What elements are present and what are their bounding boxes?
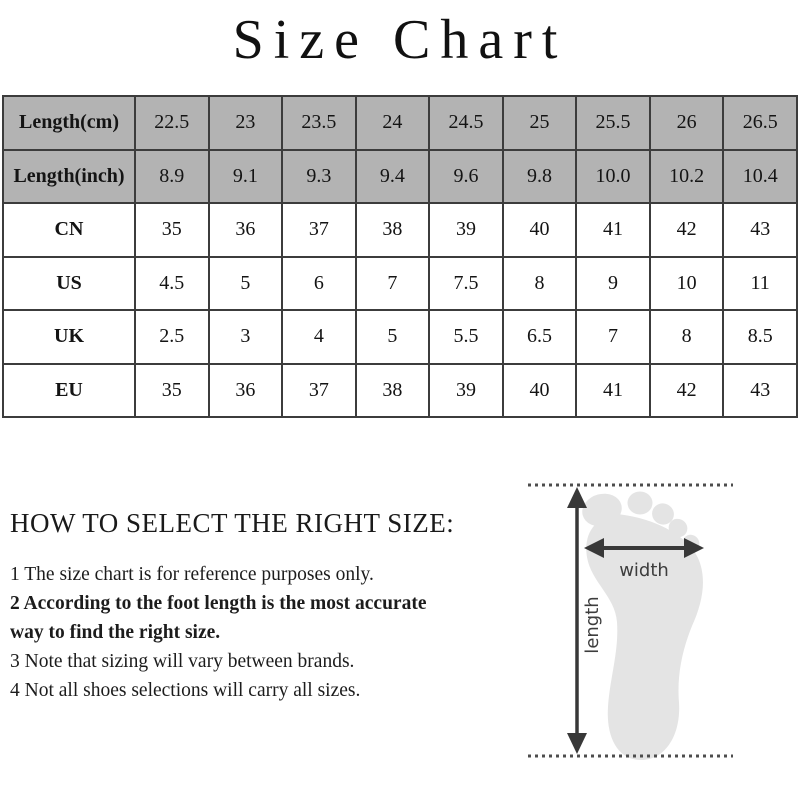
instructions-heading: HOW TO SELECT THE RIGHT SIZE: bbox=[10, 508, 455, 538]
size-cell: 6 bbox=[282, 257, 356, 311]
length-label: length bbox=[582, 596, 603, 654]
instructions-list bbox=[10, 560, 430, 705]
size-cell: 43 bbox=[723, 364, 797, 418]
size-cell: 35 bbox=[135, 203, 209, 257]
size-cell: 37 bbox=[282, 364, 356, 418]
instruction-item: 2 According to the foot length is the most accurate way to find the right size. bbox=[10, 593, 427, 643]
page-title: Size Chart bbox=[232, 9, 568, 71]
table-row bbox=[3, 96, 797, 150]
size-cell: 37 bbox=[282, 203, 356, 257]
size-cell: 10.2 bbox=[650, 150, 724, 204]
size-cell: 9.6 bbox=[429, 150, 503, 204]
size-cell: 11 bbox=[723, 257, 797, 311]
size-cell: 38 bbox=[356, 203, 430, 257]
size-cell: 5 bbox=[209, 257, 283, 311]
table-row bbox=[3, 310, 797, 364]
size-cell: 40 bbox=[503, 203, 577, 257]
size-cell: 40 bbox=[503, 364, 577, 418]
size-cell: 7 bbox=[356, 257, 430, 311]
size-cell: 42 bbox=[650, 203, 724, 257]
row-label: CN bbox=[3, 203, 135, 257]
table-row bbox=[3, 203, 797, 257]
size-cell: 39 bbox=[429, 203, 503, 257]
instruction-item: 4 Not all shoes selections will carry all sizes. bbox=[10, 680, 361, 701]
size-cell: 9.4 bbox=[356, 150, 430, 204]
size-cell: 23 bbox=[209, 96, 283, 150]
size-cell: 23.5 bbox=[282, 96, 356, 150]
size-cell: 38 bbox=[356, 364, 430, 418]
size-cell: 35 bbox=[135, 364, 209, 418]
size-cell: 9 bbox=[576, 257, 650, 311]
size-cell: 2.5 bbox=[135, 310, 209, 364]
size-cell: 9.8 bbox=[503, 150, 577, 204]
row-label: UK bbox=[3, 310, 135, 364]
instruction-item: 1 The size chart is for reference purposes only. bbox=[10, 564, 374, 585]
size-cell: 43 bbox=[723, 203, 797, 257]
instructions-section bbox=[10, 508, 490, 705]
table-row bbox=[3, 150, 797, 204]
size-cell: 10.0 bbox=[576, 150, 650, 204]
size-cell: 42 bbox=[650, 364, 724, 418]
size-cell: 24 bbox=[356, 96, 430, 150]
size-cell: 8.9 bbox=[135, 150, 209, 204]
size-cell: 10.4 bbox=[723, 150, 797, 204]
size-table-body bbox=[3, 96, 797, 417]
size-cell: 26.5 bbox=[723, 96, 797, 150]
instruction-item: 3 Note that sizing will vary between brands. bbox=[10, 651, 355, 672]
size-cell: 4.5 bbox=[135, 257, 209, 311]
size-cell: 41 bbox=[576, 203, 650, 257]
size-cell: 8 bbox=[503, 257, 577, 311]
size-cell: 4 bbox=[282, 310, 356, 364]
size-cell: 36 bbox=[209, 203, 283, 257]
size-cell: 8.5 bbox=[723, 310, 797, 364]
table-row bbox=[3, 364, 797, 418]
size-cell: 25 bbox=[503, 96, 577, 150]
size-cell: 5 bbox=[356, 310, 430, 364]
size-cell: 6.5 bbox=[503, 310, 577, 364]
row-label: Length(cm) bbox=[3, 96, 135, 150]
size-cell: 7 bbox=[576, 310, 650, 364]
size-cell: 36 bbox=[209, 364, 283, 418]
size-conversion-table bbox=[2, 95, 798, 418]
size-cell: 3 bbox=[209, 310, 283, 364]
size-cell: 9.1 bbox=[209, 150, 283, 204]
size-cell: 8 bbox=[650, 310, 724, 364]
size-cell: 26 bbox=[650, 96, 724, 150]
size-cell: 24.5 bbox=[429, 96, 503, 150]
size-cell: 10 bbox=[650, 257, 724, 311]
row-label: EU bbox=[3, 364, 135, 418]
size-cell: 39 bbox=[429, 364, 503, 418]
table-row bbox=[3, 257, 797, 311]
width-label: width bbox=[619, 560, 669, 581]
size-cell: 7.5 bbox=[429, 257, 503, 311]
size-cell: 41 bbox=[576, 364, 650, 418]
size-cell: 22.5 bbox=[135, 96, 209, 150]
row-label: Length(inch) bbox=[3, 150, 135, 204]
size-cell: 9.3 bbox=[282, 150, 356, 204]
row-label: US bbox=[3, 257, 135, 311]
foot-measurement-diagram bbox=[520, 470, 760, 785]
size-cell: 5.5 bbox=[429, 310, 503, 364]
size-cell: 25.5 bbox=[576, 96, 650, 150]
